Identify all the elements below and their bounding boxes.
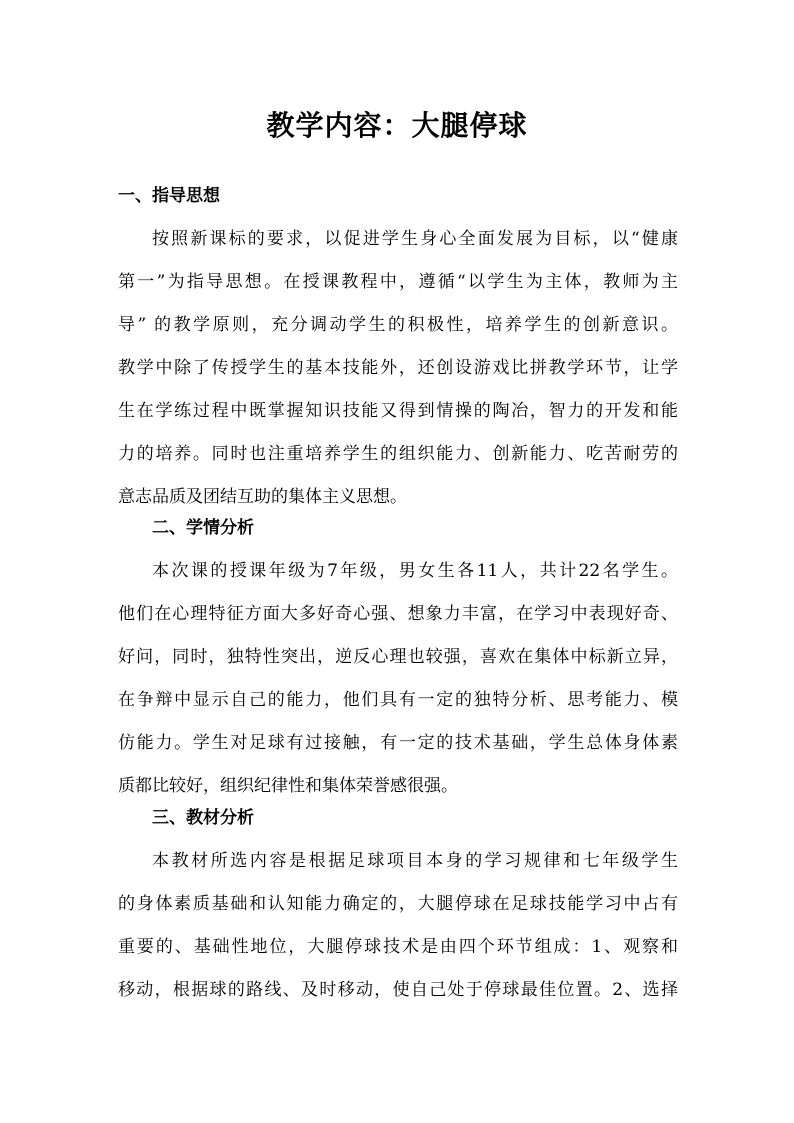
page-title: 教学内容：大腿停球 bbox=[266, 109, 528, 142]
paragraph-line: 仿能力。学生对足球有过接触，有一定的技术基础，学生总体身体素 bbox=[118, 733, 678, 753]
paragraph-line: 在争辩中显示自己的能力，他们具有一定的独特分析、思考能力、模 bbox=[118, 690, 678, 710]
paragraph-line: 第一”为指导思想。在授课教程中，遵循“以学生为主体，教师为主 bbox=[118, 272, 678, 292]
paragraph-line: 本次课的授课年级为7年级，男女生各11人，共计22名学生。 bbox=[152, 561, 678, 581]
paragraph-line: 本教材所选内容是根据足球项目本身的学习规律和七年级学生 bbox=[152, 851, 678, 871]
paragraph-line: 意志品质及团结互助的集体主义思想。 bbox=[118, 487, 407, 507]
paragraph-line: 生在学练过程中既掌握知识技能又得到情操的陶冶，智力的开发和能 bbox=[118, 401, 678, 421]
paragraph-line: 移动，根据球的路线、及时移动，使自己处于停球最佳位置。2、选择 bbox=[118, 980, 678, 1000]
paragraph-line: 质都比较好，组织纪律性和集体荣誉感很强。 bbox=[118, 776, 458, 796]
paragraph-line: 的身体素质基础和认知能力确定的，大腿停球在足球技能学习中占有 bbox=[118, 894, 678, 914]
paragraph-line: 好问，同时，独特性突出，逆反心理也较强，喜欢在集体中标新立异， bbox=[118, 647, 678, 667]
paragraph-line: 力的培养。同时也注重培养学生的组织能力、创新能力、吃苦耐劳的 bbox=[118, 444, 678, 464]
section-heading-guiding-ideology: 一、指导思想 bbox=[118, 186, 220, 206]
paragraph-line: 按照新课标的要求，以促进学生身心全面发展为目标，以“健康 bbox=[152, 229, 678, 249]
paragraph-line: 教学中除了传授学生的基本技能外，还创设游戏比拼教学环节，让学 bbox=[118, 358, 678, 378]
paragraph-line: 他们在心理特征方面大多好奇心强、想象力丰富，在学习中表现好奇、 bbox=[118, 604, 678, 624]
paragraph-line: 重要的、基础性地位，大腿停球技术是由四个环节组成：1、观察和 bbox=[118, 937, 678, 957]
section-heading-textbook-analysis: 三、教材分析 bbox=[152, 808, 254, 828]
paragraph-line: 导” 的教学原则，充分调动学生的积极性，培养学生的创新意识。 bbox=[118, 315, 678, 335]
section-heading-learner-analysis: 二、学情分析 bbox=[152, 518, 254, 538]
